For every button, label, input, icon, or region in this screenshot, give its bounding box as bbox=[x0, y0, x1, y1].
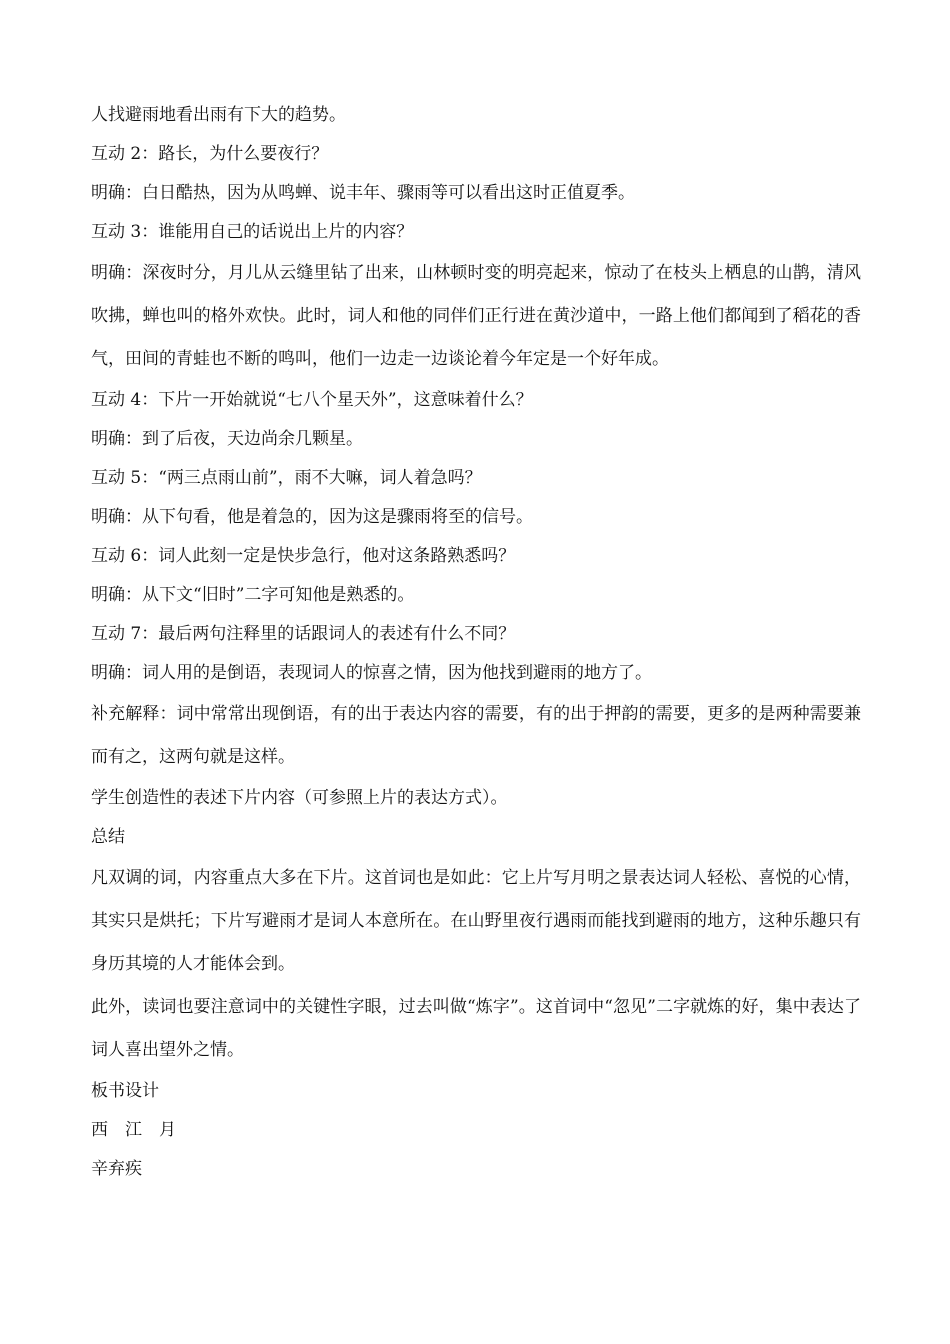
paragraph-17: 凡双调的词，内容重点大多在下片。这首词也是如此：它上片写月明之景表达词人轻松、喜悦的心情，其实只是烘托；下片写避雨才是词人本意所在。在山野里夜行遇雨而能找到避雨的地方，这种乐趣只有身历其境的人才能体会到。 bbox=[91, 868, 861, 974]
paragraph-12: 互动 7：最后两句注释里的话跟词人的表述有什么不同？ bbox=[91, 624, 516, 644]
paragraph-6: 互动 4：下片一开始就说“七八个星天外”，这意味着什么？ bbox=[91, 390, 533, 410]
paragraph-1: 人找避雨地看出雨有下大的趋势。 bbox=[91, 105, 346, 125]
paragraph-18: 此外，读词也要注意词中的关键性字眼，过去叫做“炼字”。这首词中“忽见”二字就炼的好，集中表达了词人喜出望外之情。 bbox=[91, 997, 861, 1060]
paragraph-15: 学生创造性的表述下片内容（可参照上片的表达方式）。 bbox=[91, 788, 508, 808]
section-heading-summary: 总结 bbox=[91, 827, 125, 847]
paragraph-5: 明确：深夜时分，月儿从云缝里钻了出来，山林顿时变的明亮起来，惊动了在枝头上栖息的山鹊，清风吹拂，蝉也叫的格外欢快。此时，词人和他的同伴们正行进在黄沙道中，一路上他们都闻到了稻花的香气，田间的青蛙也不断的鸣叫，他们一边走一边谈论着今年定是一个好年成。 bbox=[91, 263, 861, 369]
paragraph-10: 互动 6：词人此刻一定是快步急行，他对这条路熟悉吗？ bbox=[91, 546, 516, 566]
document-body bbox=[91, 96, 861, 1189]
paragraph-3: 明确：白日酷热，因为从鸣蝉、说丰年、骤雨等可以看出这时正值夏季。 bbox=[91, 183, 635, 203]
poem-author: 辛弃疾 bbox=[91, 1159, 142, 1179]
paragraph-4: 互动 3：谁能用自己的话说出上片的内容？ bbox=[91, 222, 414, 242]
poem-title: 西 江 月 bbox=[91, 1120, 176, 1140]
paragraph-2: 互动 2：路长，为什么要夜行？ bbox=[91, 144, 329, 164]
paragraph-9: 明确：从下句看，他是着急的，因为这是骤雨将至的信号。 bbox=[91, 507, 533, 527]
paragraph-11: 明确：从下文“旧时”二字可知他是熟悉的。 bbox=[91, 585, 415, 605]
paragraph-13: 明确：词人用的是倒语，表现词人的惊喜之情，因为他找到避雨的地方了。 bbox=[91, 663, 652, 683]
paragraph-7: 明确：到了后夜，天边尚余几颗星。 bbox=[91, 429, 363, 449]
section-heading-board-design: 板书设计 bbox=[91, 1081, 159, 1101]
paragraph-14: 补充解释：词中常常出现倒语，有的出于表达内容的需要，有的出于押韵的需要，更多的是两种需要兼而有之，这两句就是这样。 bbox=[91, 704, 861, 767]
paragraph-8: 互动 5：“两三点雨山前”，雨不大嘛，词人着急吗？ bbox=[91, 468, 482, 488]
